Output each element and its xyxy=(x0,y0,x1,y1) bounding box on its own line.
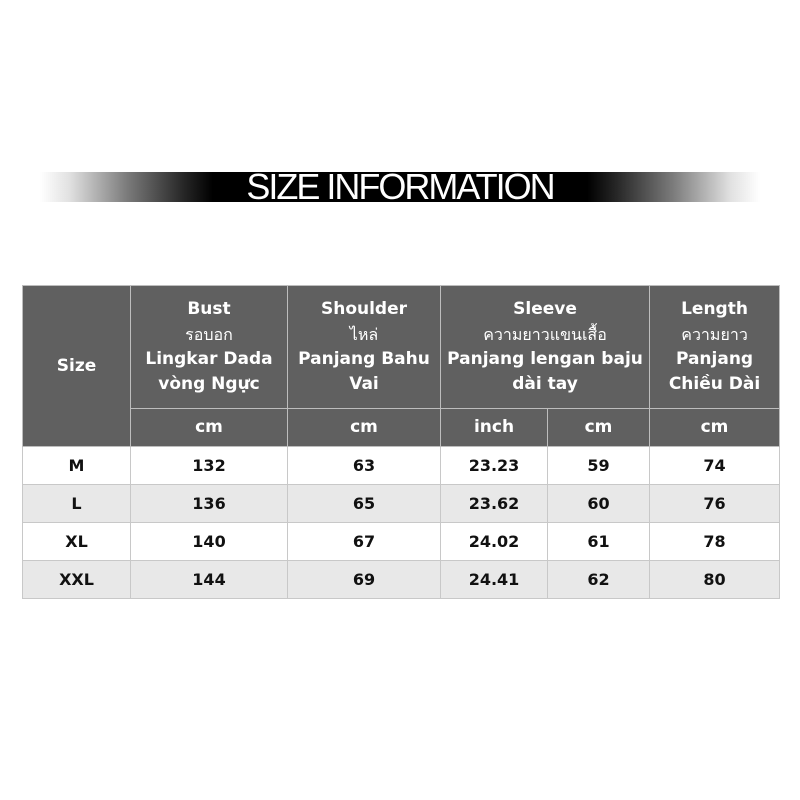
unit-shoulder: cm xyxy=(288,409,441,447)
header-bust-en: Bust xyxy=(187,299,231,319)
page-title: SIZE INFORMATION xyxy=(246,166,554,207)
table-row xyxy=(23,485,780,523)
header-bust-th: รอบอก xyxy=(185,325,233,344)
cell-bust: 144 xyxy=(131,561,288,599)
cell-sleeve-inch: 24.02 xyxy=(441,523,548,561)
header-sleeve-vi: dài tay xyxy=(512,374,578,394)
header-length-th: ความยาว xyxy=(681,325,748,344)
table-row xyxy=(23,523,780,561)
cell-sleeve-cm: 59 xyxy=(548,447,650,485)
header-length-id: Panjang xyxy=(675,349,754,369)
cell-sleeve-cm: 60 xyxy=(548,485,650,523)
cell-bust: 140 xyxy=(131,523,288,561)
cell-shoulder: 65 xyxy=(288,485,441,523)
table-row xyxy=(23,447,780,485)
cell-sleeve-inch: 23.62 xyxy=(441,485,548,523)
cell-shoulder: 69 xyxy=(288,561,441,599)
header-sleeve-id: Panjang lengan baju xyxy=(447,349,643,369)
header-sleeve-th: ความยาวแขนเสื้อ xyxy=(483,325,607,344)
cell-shoulder: 67 xyxy=(288,523,441,561)
cell-size: M xyxy=(23,447,131,485)
cell-length: 80 xyxy=(650,561,780,599)
header-shoulder-th: ไหล่ xyxy=(349,325,379,344)
cell-size: L xyxy=(23,485,131,523)
header-shoulder-id: Panjang Bahu xyxy=(298,349,430,369)
unit-sleeve-cm: cm xyxy=(548,409,650,447)
header-bust xyxy=(131,286,288,409)
header-length xyxy=(650,286,780,409)
cell-shoulder: 63 xyxy=(288,447,441,485)
cell-length: 78 xyxy=(650,523,780,561)
cell-length: 76 xyxy=(650,485,780,523)
cell-sleeve-cm: 62 xyxy=(548,561,650,599)
unit-bust: cm xyxy=(131,409,288,447)
cell-size: XXL xyxy=(23,561,131,599)
cell-sleeve-inch: 24.41 xyxy=(441,561,548,599)
cell-bust: 136 xyxy=(131,485,288,523)
size-table xyxy=(22,285,780,599)
header-shoulder xyxy=(288,286,441,409)
header-bust-id: Lingkar Dada xyxy=(145,349,273,369)
cell-length: 74 xyxy=(650,447,780,485)
header-shoulder-vi: Vai xyxy=(349,374,379,394)
unit-sleeve-inch: inch xyxy=(441,409,548,447)
header-size: Size xyxy=(23,286,131,447)
cell-bust: 132 xyxy=(131,447,288,485)
header-sleeve-en: Sleeve xyxy=(513,299,577,319)
header-shoulder-en: Shoulder xyxy=(320,299,408,319)
header-length-en: Length xyxy=(681,299,748,319)
table-row xyxy=(23,561,780,599)
header-sleeve xyxy=(441,286,650,409)
cell-sleeve-inch: 23.23 xyxy=(441,447,548,485)
header-length-vi: Chiều Dài xyxy=(668,374,761,394)
cell-sleeve-cm: 61 xyxy=(548,523,650,561)
unit-length: cm xyxy=(650,409,780,447)
cell-size: XL xyxy=(23,523,131,561)
header-bust-vi: vòng Ngực xyxy=(158,374,260,394)
